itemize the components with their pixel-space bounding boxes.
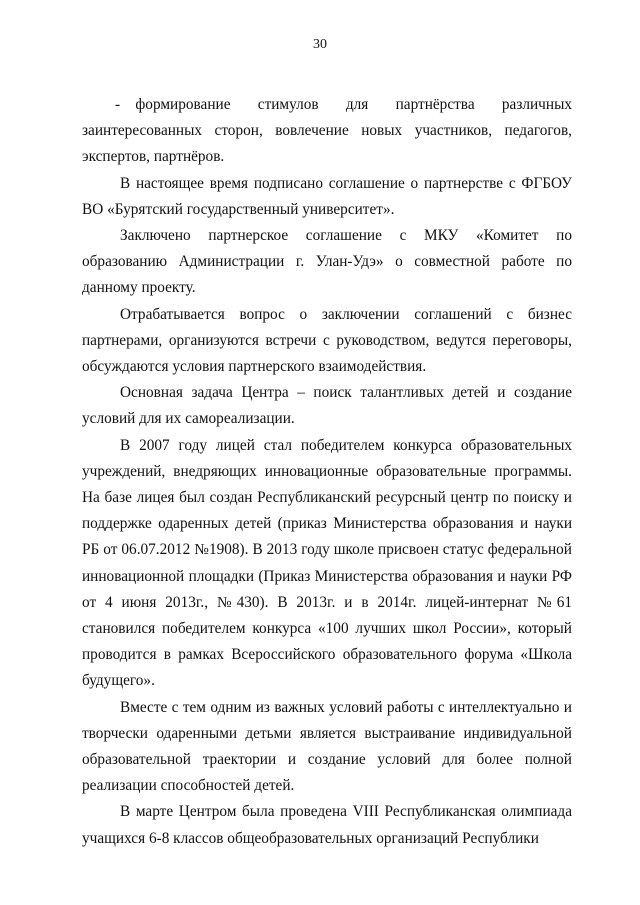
paragraph-olympiad: В марте Центром была проведена VIII Республиканская олимпиада учащихся 6-8 классов общеобразовательных организаций Республики [82, 803, 572, 847]
paragraph-individual-trajectory: Вместе с тем одним из важных условий работы с интеллектуально и творчески одаренными детьми является выстраивание индивидуальной образовательной траектории и создание условий для более полной реализации способностей детей. [82, 698, 572, 795]
paragraph-main-task: Основная задача Центра – поиск талантливых детей и создание условий для их самореализации. [82, 384, 572, 428]
document-body [82, 92, 572, 852]
list-item-paragraph: - формирование стимулов для партнёрства различных заинтересованных сторон, вовлечение новых участников, педагогов, экспертов, партнёров. [82, 96, 572, 166]
paragraph-business-partners: Отрабатывается вопрос о заключении соглашений с бизнес партнерами, организуются встречи с руководством, ведутся переговоры, обсуждаются условия партнерского взаимодействия. [82, 305, 572, 376]
paragraph-agreement-committee: Заключено партнерское соглашение с МКУ «Комитет по образованию Администрации г. Улан-Удэ» о совместной работе по данному проекту. [82, 227, 572, 297]
page-number: 30 [313, 37, 327, 52]
paragraph-lyceum-history: В 2007 году лицей стал победителем конкурса образовательных учреждений, внедряющих инновационные образовательные программы. На базе лицея был создан Республиканский ресурсный центр по поиску и поддержке одаренных детей (приказ Министерства образования и науки РБ от 06.07.2012 №1908). В 2013 году школе присвоен статус федеральной инновационной площадки (Приказ Министерства образования и науки РФ от 4 июня 2013г., №430). В 2013г. и в 2014г. лицей-интернат №61 становился победителем конкурса «100 лучших школ России», который проводится в рамках Всероссийского образовательного форума «Школа будущего». [82, 436, 572, 690]
paragraph-agreement-university: В настоящее время подписано соглашение о партнерстве с ФГБОУ ВО «Бурятский государственный университет». [82, 174, 572, 218]
